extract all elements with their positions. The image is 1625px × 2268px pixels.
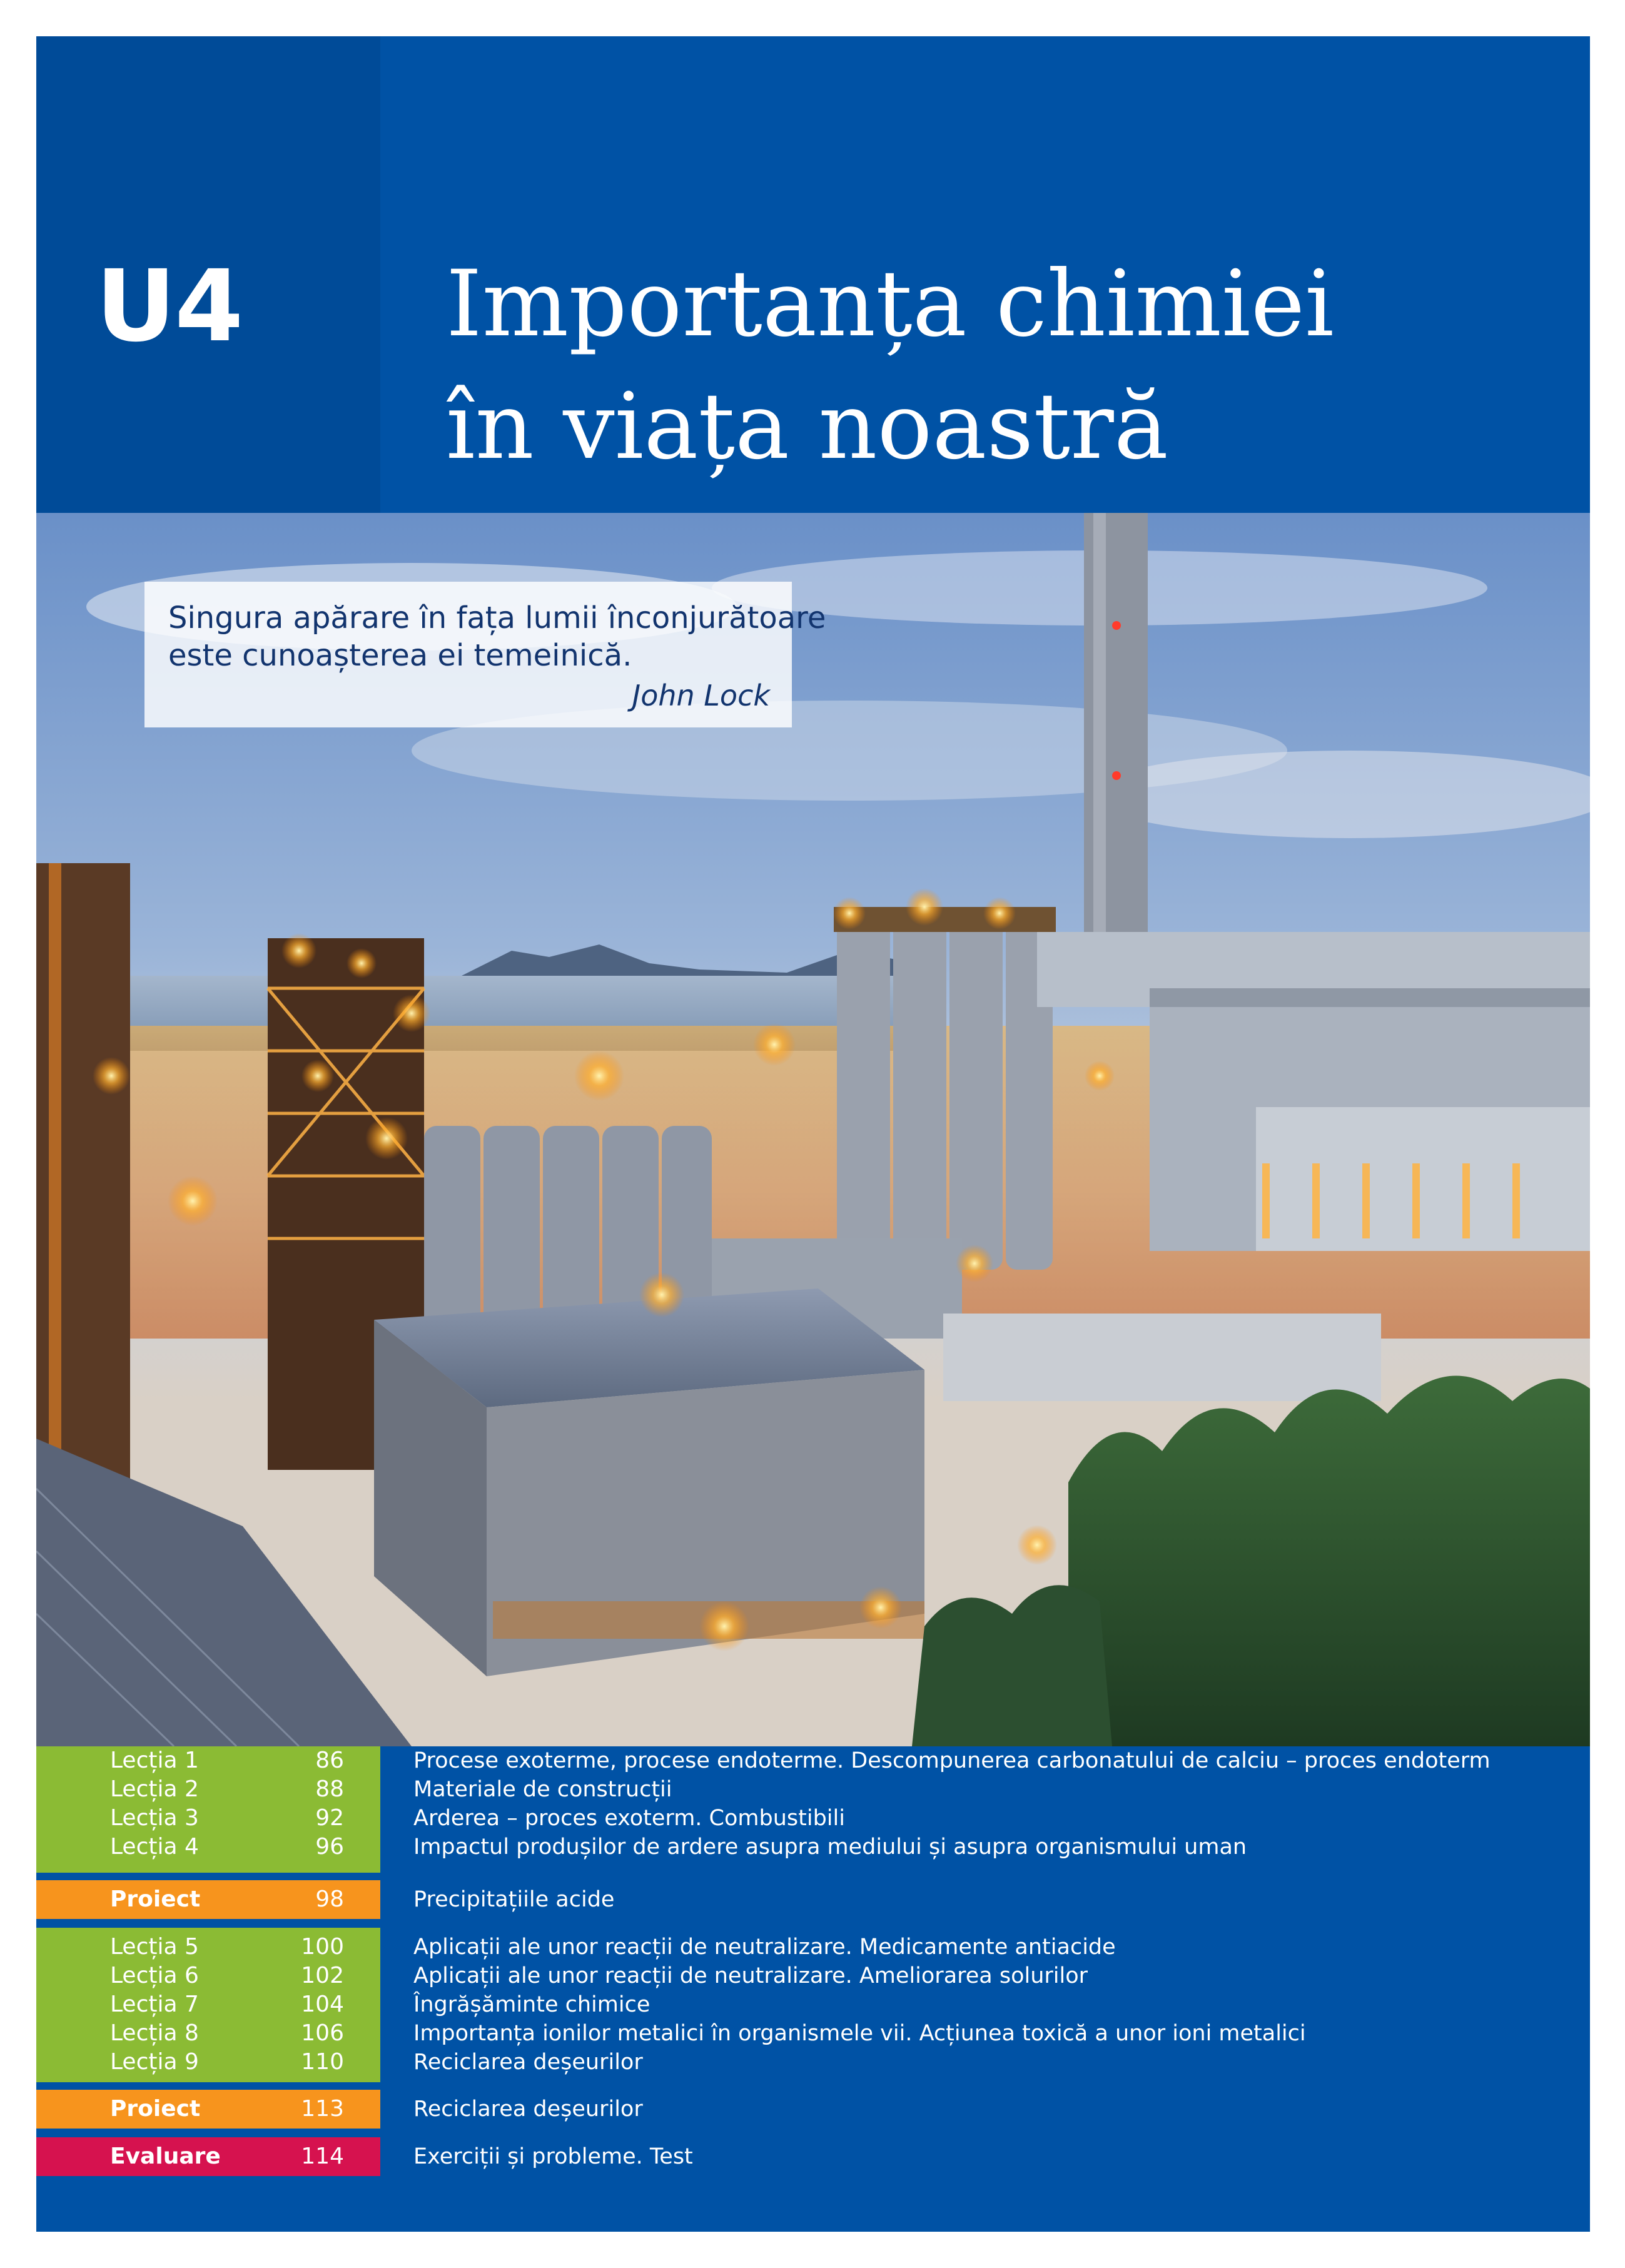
lesson-description: Importanța ionilor metalici în organismele vii. Acțiunea toxică a unor ioni metalici: [413, 2021, 1306, 2046]
lesson-label: Lecția 9: [110, 2049, 199, 2075]
unit-title: [446, 243, 1334, 488]
project-page: 113: [301, 2096, 344, 2122]
lesson-description: Materiale de construcții: [413, 1777, 672, 1802]
lesson-page: 100: [301, 1934, 344, 1960]
evaluation-page: 114: [301, 2144, 344, 2169]
lesson-page: 102: [301, 1963, 344, 1988]
quote-author: John Lock: [632, 679, 770, 712]
lesson-label: Lecția 7: [110, 1992, 199, 2017]
lesson-list: [36, 1746, 1590, 2232]
project-page: 98: [315, 1886, 344, 1912]
unit-code-panel: [36, 36, 380, 513]
unit-code: U4: [96, 249, 243, 364]
project-description: Reciclarea deșeurilor: [413, 2097, 643, 2122]
evaluation-label: Evaluare: [110, 2144, 221, 2169]
lesson-page: 88: [315, 1776, 344, 1802]
quote-line-2: este cunoașterea ei temeinică.: [168, 638, 632, 673]
lesson-page: 96: [315, 1834, 344, 1860]
lesson-page: 110: [301, 2049, 344, 2075]
lesson-label: Lecția 8: [110, 2020, 199, 2046]
unit-page: [36, 36, 1590, 2232]
lesson-description: Îngrășăminte chimice: [413, 1992, 651, 2017]
lesson-label: Lecția 4: [110, 1834, 199, 1860]
lesson-description: Aplicații ale unor reacții de neutralizare. Medicamente antiacide: [413, 1935, 1116, 1960]
project-label: Proiect: [110, 2096, 201, 2122]
lesson-label: Lecția 3: [110, 1805, 199, 1831]
lesson-page: 86: [315, 1748, 344, 1773]
lesson-label: Lecția 1: [110, 1748, 199, 1773]
unit-title-line-2: în viața noastră: [446, 373, 1168, 480]
lesson-description: Impactul produșilor de ardere asupra mediului și asupra organismului uman: [413, 1835, 1247, 1860]
project-label: Proiect: [110, 1886, 201, 1912]
lesson-label: Lecția 2: [110, 1776, 199, 1802]
quote-line-1: Singura apărare în fața lumii înconjurătoare: [168, 600, 826, 635]
industrial-plant-photo: [36, 513, 1590, 1746]
lesson-description: Reciclarea deșeurilor: [413, 2050, 643, 2075]
unit-title-line-1: Importanța chimiei: [446, 251, 1334, 357]
project-description: Precipitațiile acide: [413, 1887, 615, 1912]
lesson-page: 106: [301, 2020, 344, 2046]
evaluation-description: Exerciții și probleme. Test: [413, 2144, 693, 2169]
lesson-page: 92: [315, 1805, 344, 1831]
quote-box: [144, 582, 826, 727]
lesson-label: Lecția 5: [110, 1934, 199, 1960]
lesson-label: Lecția 6: [110, 1963, 199, 1988]
lesson-description: Procese exoterme, procese endoterme. Descompunerea carbonatului de calciu – proces endoterm: [413, 1748, 1491, 1773]
lesson-page: 104: [301, 1992, 344, 2017]
lesson-description: Arderea – proces exoterm. Combustibili: [413, 1806, 845, 1831]
lesson-description: Aplicații ale unor reacții de neutralizare. Ameliorarea solurilor: [413, 1963, 1088, 1988]
